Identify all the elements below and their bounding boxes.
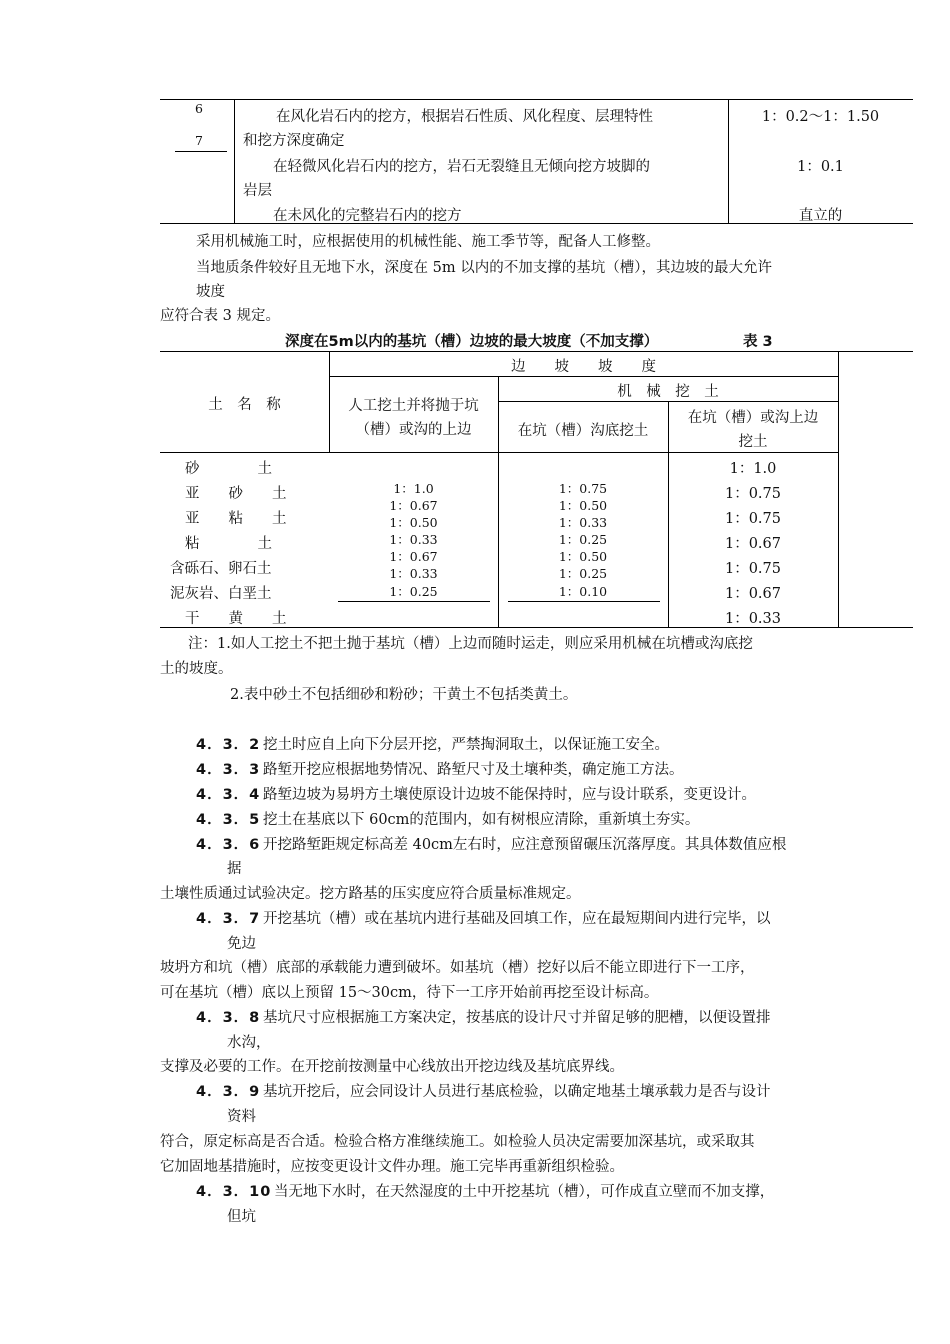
header-bottom-dig: 在坑（槽）沟底挖土 <box>517 423 649 439</box>
rock-text: 和挖方深度确定 <box>243 133 345 149</box>
clause-text: 开挖基坑（槽）或在基坑内进行基础及回填工作，应在最短期间内进行完毕，以 <box>263 911 771 927</box>
soil-name: 亚 粘 土 <box>185 511 287 527</box>
clause-number: 4．3．7 <box>196 911 261 927</box>
bottom-slope: 1：0.25 <box>558 532 608 547</box>
clause-text: 挖土时应自上向下分层开挖，严禁掏洞取土，以保证施工安全。 <box>263 737 669 753</box>
num-underline <box>175 151 227 152</box>
note: 注：1.如人工挖土不把土抛于基坑（槽）上边而随时运走，则应采用机械在坑槽或沟底挖 <box>188 636 753 652</box>
row-number: 6 <box>195 101 203 116</box>
clause-text: 开挖路堑距规定标高差 40cm左右时，应注意预留碾压沉落厚度。其具体数值应根 <box>263 837 787 853</box>
top-slope: 1：0.75 <box>724 486 781 502</box>
top-slope: 1：1.0 <box>729 461 777 477</box>
paragraph: 应符合表 3 规定。 <box>160 308 280 324</box>
bottom-slope: 1：0.50 <box>558 498 608 513</box>
table-border <box>838 351 839 627</box>
manual-slope: 1：0.50 <box>389 515 438 530</box>
manual-slope: 1：0.33 <box>389 532 438 547</box>
clause-number: 4．3．10 <box>196 1184 272 1200</box>
clause-number: 4．3．6 <box>196 837 261 853</box>
slope-value: 1：0.1 <box>797 159 844 175</box>
manual-slope: 1：0.67 <box>389 498 438 513</box>
clause-number: 4．3．5 <box>196 812 261 828</box>
bottom-slope: 1：0.25 <box>558 566 608 581</box>
header-mechanical: 机 械 挖 土 <box>617 384 719 400</box>
table-title: 深度在5m以内的基坑（槽）边坡的最大坡度（不加支撑） <box>285 334 659 350</box>
clause-text: 路堑边坡为易坍方土壤使原设计边坡不能保持时，应与设计联系，变更设计。 <box>263 787 756 803</box>
top-slope: 1：0.75 <box>724 561 781 577</box>
rock-text: 在轻微风化岩石内的挖方，岩石无裂缝且无倾向挖方坡脚的 <box>273 159 650 175</box>
soil-name: 干 黄 土 <box>185 611 287 627</box>
manual-slope: 1：0.67 <box>389 549 438 564</box>
clause-text: 资料 <box>227 1109 256 1125</box>
bottom-slope: 1：0.33 <box>558 515 608 530</box>
bottom-slope: 1：0.10 <box>558 584 608 599</box>
table-border <box>329 376 838 377</box>
column-rule <box>338 601 490 602</box>
manual-slope: 1：0.25 <box>389 584 438 599</box>
clause-text: 当无地下水时，在天然湿度的土中开挖基坑（槽），可作成直立壁而不加支撑， <box>274 1184 775 1200</box>
table-label: 表 3 <box>743 334 773 350</box>
rock-text: 岩层 <box>243 183 272 199</box>
top-slope: 1：0.75 <box>724 511 781 527</box>
clause-number: 4．3．9 <box>196 1084 261 1100</box>
header-slope: 边 坡 坡 度 <box>511 359 656 375</box>
rock-text: 在风化岩石内的挖方，根据岩石性质、风化程度、层理特性 <box>276 109 653 125</box>
clause-text: 支撑及必要的工作。在开挖前按测量中心线放出开挖边线及基坑底界线。 <box>160 1059 624 1075</box>
paragraph: 当地质条件较好且无地下水，深度在 5m 以内的不加支撑的基坑（槽），其边坡的最大允许 <box>196 260 772 276</box>
clause-text: 但坑 <box>227 1209 256 1225</box>
clause-number: 4．3．2 <box>196 737 261 753</box>
top-table-divider <box>234 99 235 223</box>
soil-name: 含砾石、卵石土 <box>170 561 272 577</box>
top-slope: 1：0.33 <box>724 611 781 627</box>
header-soil-name: 土 名 称 <box>208 397 281 413</box>
clause-text: 免边 <box>227 936 256 952</box>
top-table-top-border <box>160 99 913 100</box>
bottom-slope: 1：0.50 <box>558 549 608 564</box>
bottom-slope: 1：0.75 <box>558 481 608 496</box>
soil-name: 粘 土 <box>185 536 272 552</box>
clause-text: 基坑尺寸应根据施工方案决定，按基底的设计尺寸并留足够的肥槽，以便设置排 <box>263 1010 771 1026</box>
table-border <box>160 351 913 352</box>
clause-number: 4．3．4 <box>196 787 261 803</box>
slope-value: 直立的 <box>798 208 843 224</box>
soil-name: 砂 土 <box>185 461 272 477</box>
clause-text: 据 <box>227 861 242 877</box>
note: 土的坡度。 <box>160 661 233 677</box>
table-border <box>160 452 838 453</box>
paragraph: 采用机械施工时，应根据使用的机械性能、施工季节等，配备人工修整。 <box>196 234 660 250</box>
rock-text: 在未风化的完整岩石内的挖方 <box>273 208 462 224</box>
clause-number: 4．3．8 <box>196 1010 261 1026</box>
manual-slope: 1：0.33 <box>389 566 438 581</box>
clause-text: 挖土在基底以下 60cm的范围内，如有树根应清除，重新填土夯实。 <box>263 812 700 828</box>
clause-text: 路堑开挖应根据地势情况、路堑尺寸及土壤种类，确定施工方法。 <box>263 762 684 778</box>
clause-text: 土壤性质通过试验决定。挖方路基的压实度应符合质量标准规定。 <box>160 886 581 902</box>
header-top-dig: 在坑（槽）或沟上边 <box>687 410 819 426</box>
soil-name: 亚 砂 土 <box>185 486 287 502</box>
row-number: 7 <box>195 133 203 148</box>
manual-slope: 1：1.0 <box>393 481 434 496</box>
clause-text: 可在基坑（槽）底以上预留 15～30cm，待下一工序开始前再挖至设计标高。 <box>160 985 659 1001</box>
clause-text: 它加固地基措施时，应按变更设计文件办理。施工完毕再重新组织检验。 <box>160 1159 624 1175</box>
paragraph: 坡度 <box>196 284 225 300</box>
header-manual: （槽）或沟的上边 <box>355 422 472 438</box>
header-manual: 人工挖土并将抛于坑 <box>348 398 479 414</box>
note: 2.表中砂土不包括细砂和粉砂；干黄土不包括类黄土。 <box>230 687 578 703</box>
top-slope: 1：0.67 <box>724 536 781 552</box>
header-top-dig: 挖土 <box>738 434 768 450</box>
slope-value: 1：0.2～1：1.50 <box>761 109 880 125</box>
clause-text: 符合，原定标高是否合适。检验合格方准继续施工。如检验人员决定需要加深基坑，或采取其 <box>160 1134 755 1150</box>
top-slope: 1：0.67 <box>724 586 781 602</box>
clause-text: 水沟， <box>227 1035 271 1051</box>
clause-text: 基坑开挖后，应会同设计人员进行基底检验，以确定地基土壤承载力是否与设计 <box>263 1084 771 1100</box>
soil-name: 泥灰岩、白垩土 <box>170 586 272 602</box>
clause-number: 4．3．3 <box>196 762 261 778</box>
clause-text: 坡坍方和坑（槽）底部的承载能力遭到破坏。如基坑（槽）挖好以后不能立即进行下一工序， <box>160 960 755 976</box>
column-rule <box>508 601 660 602</box>
